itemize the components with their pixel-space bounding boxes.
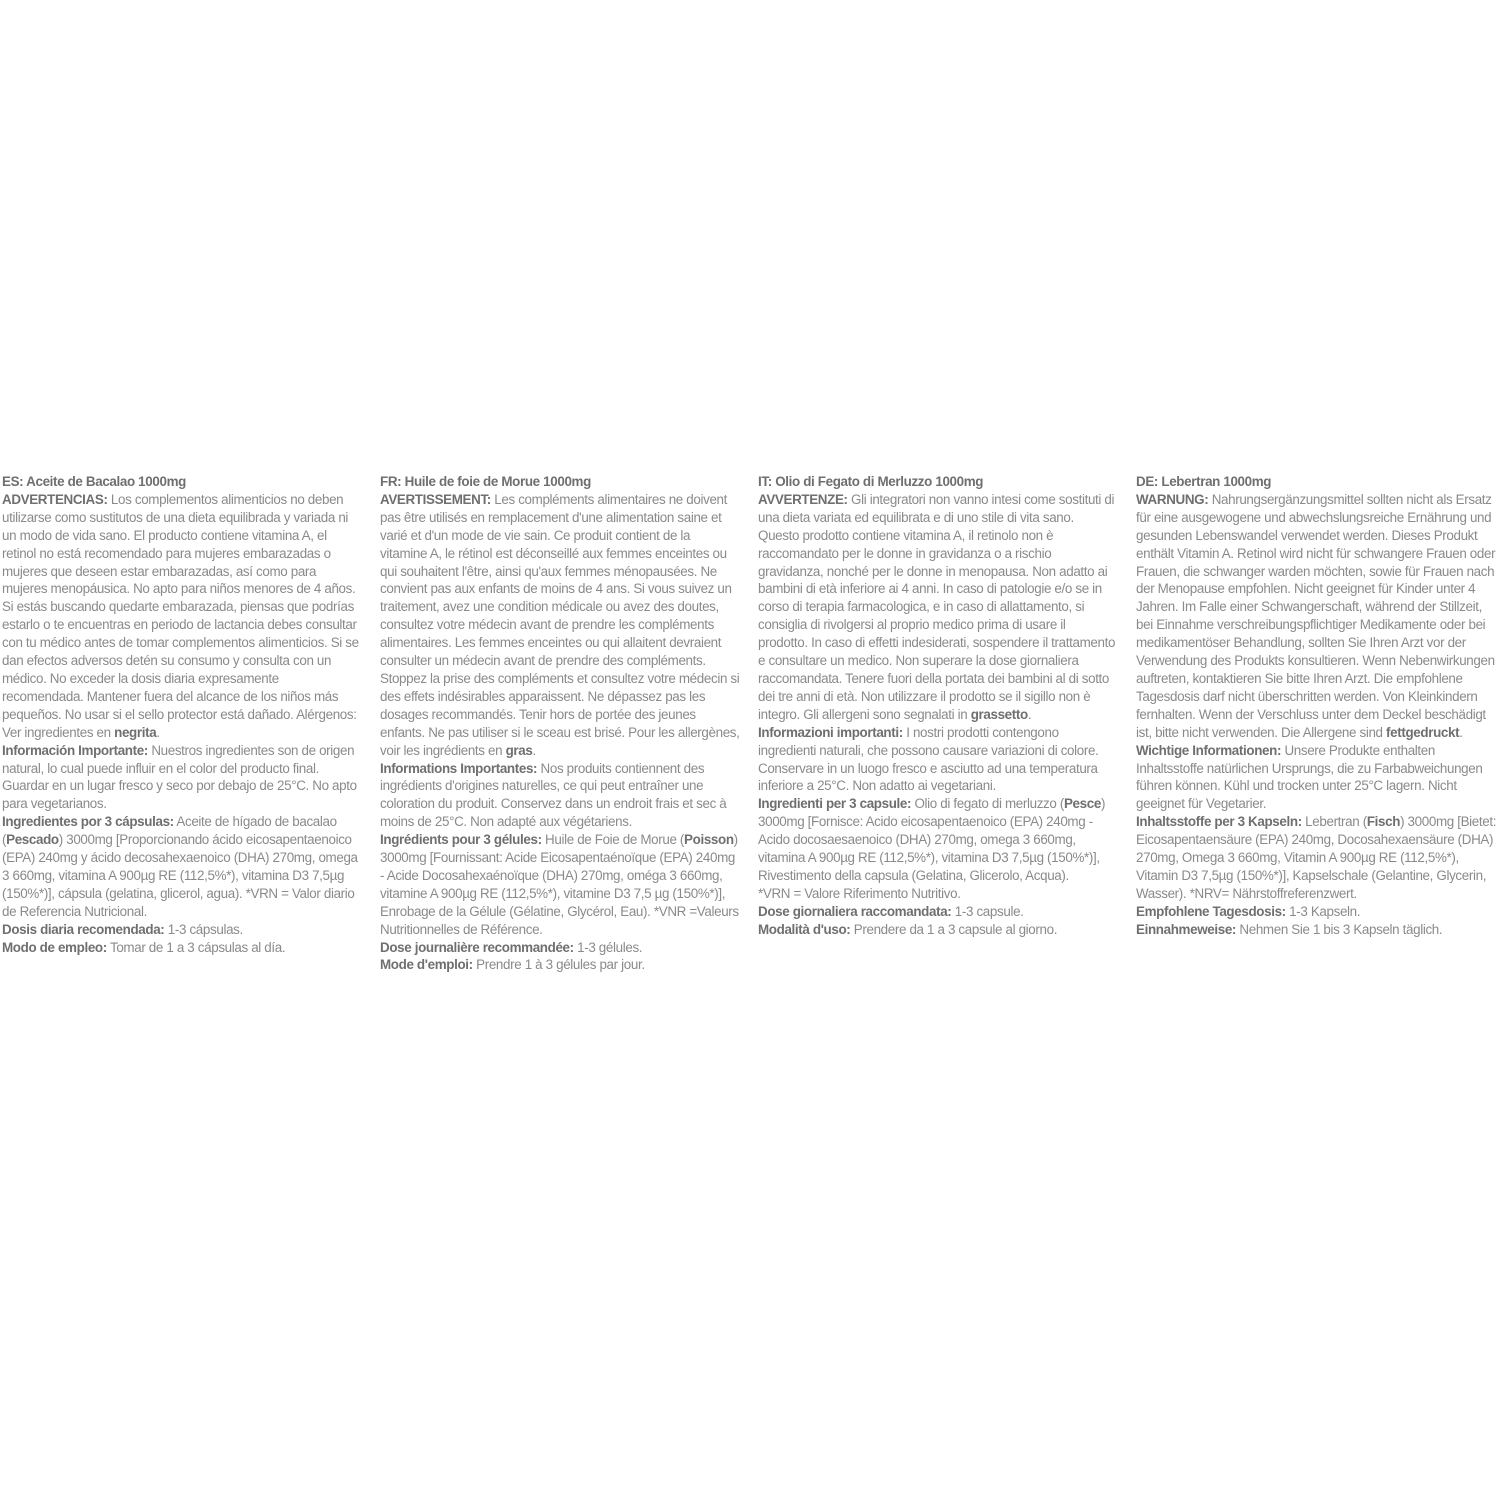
usage-paragraph <box>1136 921 1498 939</box>
warnings-text: Los complementos alimenticios no deben utilizarse como sustitutos de una dieta equilibrada y variada ni un modo de vida sano. El producto contiene vitamina A, el retinol no está recomendado para mujeres embarazadas o mujeres que deseen estar embarazadas, así como para mujeres menopáusica. No apto para niños menores de 4 años. Si estás buscando quedarte embarazada, piensas que podrías estarlo o te encuentras en periodo de lactancia debes consultar con tu médico antes de tomar complementos alimenticios. Si se dan efectos adversos detén su consumo y consulta con un médico. No exceder la dosis diaria expresamente recomendada. Mantener fuera del alcance de los niños más pequeños. No usar si el sello protector está dañado. Alérgenos: Ver ingredientes en <box>2 491 359 740</box>
dose-label: Empfohlene Tagesdosis: <box>1136 903 1286 919</box>
ingredients-allergen: Fisch <box>1366 814 1401 830</box>
vrn-note: *VRN = Valore Riferimento Nutritivo. <box>758 885 961 901</box>
info-paragraph <box>2 742 362 814</box>
info-label: Wichtige Informationen: <box>1136 742 1282 758</box>
info-text: Unsere Produkte enthalten Inhaltsstoffe natürlichen Ursprungs, die zu Farbabweichungen führen können. Kühl und trocken unter 25°C lagern. Nicht geeignet für Vegetarier. <box>1136 742 1483 812</box>
usage-paragraph <box>380 956 740 974</box>
info-label: Informazioni importanti: <box>758 724 903 740</box>
dose-paragraph <box>758 903 1118 921</box>
ingredients-paragraph <box>1136 813 1498 903</box>
column-title: IT: Olio di Fegato di Merluzzo 1000mg <box>758 474 984 489</box>
usage-text: Prendere da 1 a 3 capsule al giorno. <box>850 921 1058 937</box>
label-column-it <box>758 473 1118 939</box>
label-column-de <box>1136 473 1498 939</box>
usage-paragraph <box>758 921 1118 939</box>
usage-label: Mode d'emploi: <box>380 957 473 973</box>
ingredients-allergen: Pesce <box>1063 796 1101 812</box>
dose-text: 1-3 capsule. <box>951 903 1024 919</box>
usage-paragraph <box>2 939 362 957</box>
allergen-bold-word: grassetto <box>970 706 1028 722</box>
label-column-es <box>2 473 362 956</box>
dose-label: Dosis diaria recomendada: <box>2 921 165 937</box>
usage-text: Prendre 1 à 3 gélules par jour. <box>472 957 645 973</box>
dose-paragraph <box>1136 903 1498 921</box>
dose-text: 1-3 cápsulas. <box>164 921 243 937</box>
dose-label: Dose journalière recommandée: <box>380 939 574 955</box>
warnings-label: AVERTISSEMENT: <box>380 491 491 507</box>
allergen-bold-word: gras <box>505 742 533 758</box>
usage-label: Modo de empleo: <box>2 939 107 955</box>
ingredients-text-2: ) 3000mg [Bietet: Eicosapentaensäure (EPA) 240mg, Docosahexaensäure (DHA) 270mg, Omega 3 660mg, Vitamin A 900µg RE (112,5%*), Vitamin D3 7,5µg (150%*)], Kapselschale (Gelantine, Glycerin, Wasser). *NRV= Nährstoffreferenzwert. <box>1136 814 1497 901</box>
label-column-fr <box>380 473 740 974</box>
warnings-label: WARNUNG: <box>1136 491 1209 507</box>
warnings-text: Nahrungsergänzungsmittel sollten nicht als Ersatz für eine ausgewogene und abwechslungsreiche Ernährung und gesunden Lebenswandel verwendet werden. Dieses Produkt enthält Vitamin A. Retinol wird nicht für schwangere Frauen oder Frauen, die schwanger warden möchten, sowie für Frauen nach der Menopause empfohlen. Nicht geeignet für Kinder unter 4 Jahren. Im Falle einer Schwangerschaft, während der Stillzeit, bei Einnahme verschreibungspflichtiger Medikamente oder bei medikamentöser Behandlung, sollten Sie Ihren Arzt vor der Verwendung des Produkts konsultieren. Wenn Nebenwirkungen auftreten, kontaktieren Sie bitte Ihren Arzt. Die empfohlene Tagesdosis darf nicht überschritten werden. Von Kleinkindern fernhalten. Wenn der Verschluss unter dem Deckel beschädigt ist, bitte nicht verwenden. Die Allergene sind <box>1136 491 1496 740</box>
warnings-text: Gli integratori non vanno intesi come sostituti di una dieta variata ed equilibrata e di uno stile di vita sano. Questo prodotto contiene vitamina A, il retinolo non è raccomandato per le donne in gravidanza o a rischio gravidanza, nonché per le donne in menopausa. Non adatto ai bambini di età inferiore ai 4 anni. In caso di patologie e/o se in corso di terapia farmacologica, e in caso di allattamento, si consiglia di rivolgersi al proprio medico prima di usare il prodotto. In caso di effetti indesiderati, sospendere il trattamento e consultare un medico. Non superare la dose giornaliera raccomandata. Tenere fuori della portata dei bambini al di sotto dei tre anni di età. Non utilizzare il prodotto se il sigillo non è integro. Gli allergeni sono segnalati in <box>758 491 1116 722</box>
allergen-bold-word: negrita <box>114 724 157 740</box>
info-paragraph <box>1136 742 1498 814</box>
dose-text: 1-3 gélules. <box>573 939 643 955</box>
info-paragraph <box>758 724 1118 796</box>
column-title: FR: Huile de foie de Morue 1000mg <box>380 474 591 489</box>
warnings-paragraph <box>2 491 362 742</box>
column-title: DE: Lebertran 1000mg <box>1136 474 1272 489</box>
ingredients-text-1: Huile de Foie de Morue ( <box>541 832 685 848</box>
info-paragraph <box>380 760 740 832</box>
warnings-label: AVVERTENZE: <box>758 491 848 507</box>
ingredients-text-1: Lebertran ( <box>1301 814 1367 830</box>
usage-label: Modalità d'uso: <box>758 921 851 937</box>
usage-label: Einnahmeweise: <box>1136 921 1237 937</box>
warnings-end: . <box>1027 706 1032 722</box>
column-title: ES: Aceite de Bacalao 1000mg <box>2 474 186 489</box>
usage-text: Tomar de 1 a 3 cápsulas al día. <box>106 939 286 955</box>
ingredients-label: Ingredientes por 3 cápsulas: <box>2 814 174 830</box>
ingredients-paragraph <box>2 813 362 920</box>
ingredients-text-2: ) 3000mg [Fornisce: Acido eicosapentaenoico (EPA) 240mg - Acido docosaesaenoico (DHA) 270mg, omega 3 660mg, vitamina A 900µg RE (112,5%*), vitamina D3 7,5µg (150%*)], Rivestimento della capsula (Gelatina, Glicerolo, Acqua). <box>758 796 1106 883</box>
ingredients-allergen: Pescado <box>6 832 59 848</box>
dose-paragraph <box>2 921 362 939</box>
ingredients-text-2: ) 3000mg [Proporcionando ácido eicosapentaenoico (EPA) 240mg y ácido decosahexaenoico (DHA) 270mg, omega 3 660mg, vitamina A 900µg RE (112,5%*), vitamina D3 7,5µg (150%*)], cápsula (gelatina, glicerol, agua). *VRN = Valor diario de Referencia Nutricional. <box>2 832 358 919</box>
info-label: Información Importante: <box>2 742 148 758</box>
allergen-bold-word: fettgedruckt <box>1386 724 1460 740</box>
ingredients-label: Ingredienti per 3 capsule: <box>758 796 912 812</box>
dose-text: 1-3 Kapseln. <box>1285 903 1361 919</box>
warnings-end: . <box>532 742 536 758</box>
warnings-label: ADVERTENCIAS: <box>2 491 108 507</box>
dose-paragraph <box>380 939 740 957</box>
warnings-paragraph <box>758 491 1118 724</box>
ingredients-label: Ingrédients pour 3 gélules: <box>380 832 542 848</box>
warnings-end: . <box>1459 724 1463 740</box>
warnings-paragraph <box>1136 491 1498 742</box>
dose-label: Dose giornaliera raccomandata: <box>758 903 952 919</box>
warnings-text: Les compléments alimentaires ne doivent pas être utilisés en remplacement d'une alimentation saine et varié et d'un mode de vie sain. Ce produit contient de la vitamine A, le rétinol est déconseillé aux femmes enceintes ou qui souhaitent l'être, ainsi qu'aux femmes ménopausées. Ne convient pas aux enfants de moins de 4 ans. Si vous suivez un traitement, avez une condition médicale ou avez des doutes, consultez votre médecin avant de prendre les compléments alimentaires. Les femmes enceintes ou qui allaitent devraient consulter un médecin avant de prendre des compléments. Stoppez la prise des compléments et consultez votre médecin si des effets indésirables apparaissent. Ne dépassez pas les dosages recommandés. Tenir hors de portée des jeunes enfants. Ne pas utiliser si le sceau est brisé. Pour les allergènes, voir les ingrédients en <box>380 491 740 758</box>
warnings-paragraph <box>380 491 740 760</box>
ingredients-allergen: Poisson <box>684 832 734 848</box>
info-text: Nuestros ingredientes son de origen natural, lo cual puede influir en el color del producto final. Guardar en un lugar fresco y seco por debajo de 25°C. No apto para vegetarianos. <box>2 742 357 812</box>
warnings-end: . <box>156 724 160 740</box>
ingredients-text-1: Olio di fegato di merluzzo ( <box>911 796 1064 812</box>
ingredients-label: Inhaltsstoffe per 3 Kapseln: <box>1136 814 1302 830</box>
ingredients-paragraph <box>758 795 1118 885</box>
ingredients-text-2: ) 3000mg [Fournissant: Acide Eicosapentaénoïque (EPA) 240mg - Acide Docosahexaénoïque (DHA) 270mg, oméga 3 660mg, vitamine A 900µg RE (112,5%*), vitamine D3 7,5 µg (150%*)], Enrobage de la Gélule (Gélatine, Glycérol, Eau). *VNR =Valeurs Nutritionnelles de Référence. <box>380 832 739 937</box>
info-label: Informations Importantes: <box>380 760 538 776</box>
ingredients-text-1: Aceite de hígado de bacalao ( <box>2 814 337 848</box>
ingredients-paragraph <box>380 831 740 938</box>
info-text: Nos produits contiennent des ingrédients d'origines naturelles, ce qui peut entraîner une coloration du produit. Conservez dans un endroit frais et sec à moins de 25°C. Non adapté aux végétariens. <box>380 760 727 830</box>
usage-text: Nehmen Sie 1 bis 3 Kapseln täglich. <box>1236 921 1443 937</box>
info-text: I nostri prodotti contengono ingredienti naturali, che possono causare variazioni di colore. Conservare in un luogo fresco e asciutto ad una temperatura inferiore a 25°C. Non adatto ai vegetariani. <box>758 724 1099 794</box>
